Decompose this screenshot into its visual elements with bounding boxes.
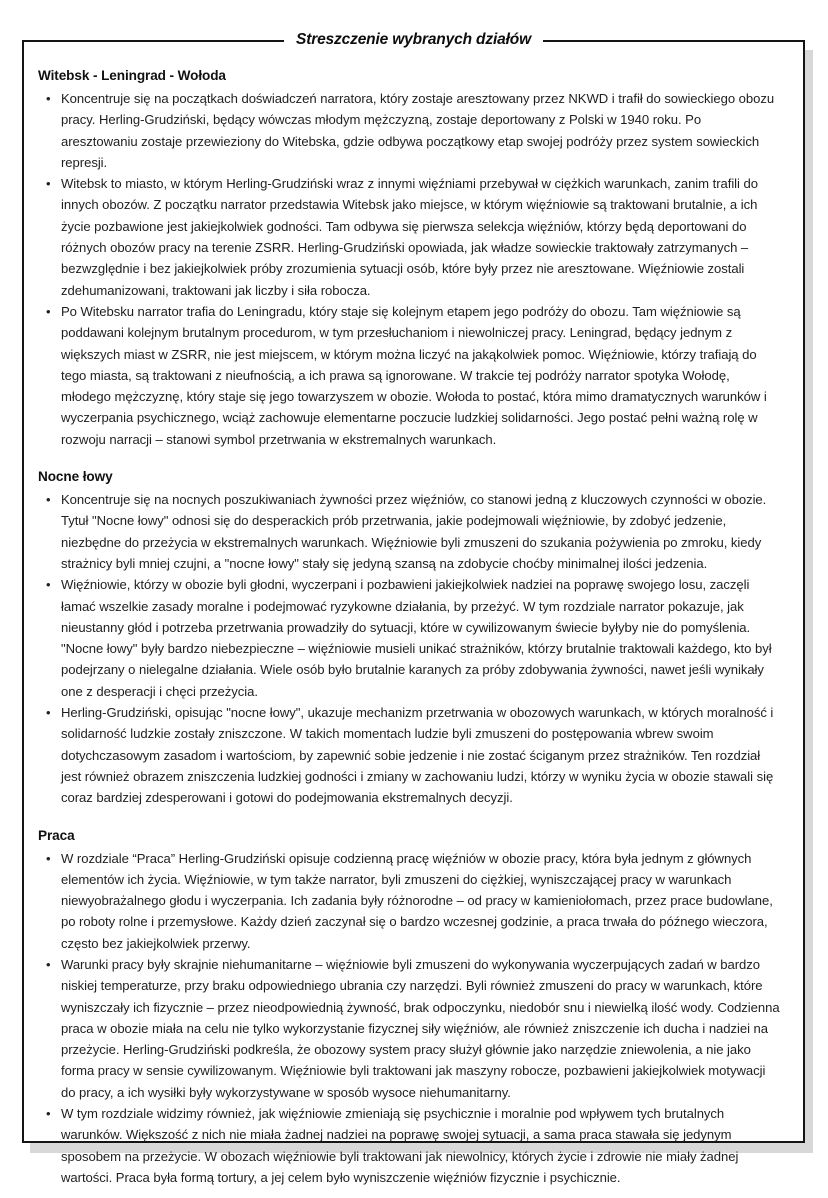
- document-section: [38, 467, 781, 808]
- bullet-item: • Koncentruje się na nocnych poszukiwaniach żywności przez więźniów, co stanowi jedną z kluczowych czynności w obozie. Tytuł "Nocne łowy" odnosi się do desperackich prób przetrwania, jakie podejmowali więźniowie, by zdobyć jedzenie, niezbędne do przeżycia w ekstremalnych warunkach. Więźniowie byli zmuszeni do szukania pożywienia po zmroku, kiedy strażnicy byli mniej czujni, a "nocne łowy" stały się jedyną szansą na zdobycie choćby minimalnej ilości jedzenia.: [38, 489, 781, 574]
- bullet-item: • W rozdziale “Praca” Herling-Grudziński opisuje codzienną pracę więźniów w obozie pracy, która była jednym z głównych elementów ich życia. Więźniowie, w tym także narrator, byli zmuszeni do ciężkiej, wyniszczającej pracy w warunkach niewyobrażalnego głodu i wyczerpania. Ich zadania były różnorodne – od pracy w kamieniołomach, przez prace budowlane, po roboty rolne i przemysłowe. Każdy dzień zaczynał się o bardzo wczesnej godzinie, a praca trwała do późnego wieczora, często bez jakiejkolwiek przerwy.: [38, 848, 781, 954]
- bullet-item: • W tym rozdziale widzimy również, jak więźniowie zmieniają się psychicznie i moralnie pod wpływem tych brutalnych warunków. Większość z nich nie miała żadnej nadziei na poprawę swojej sytuacji, a sama praca stawała się jedynym sposobem na przeżycie. W obozach więźniowie byli traktowani jak niewolnicy, których życie i zdrowie nie miały żadnej wartości. Praca była formą tortury, a jej celem było wyniszczenie więźniów fizycznie i psychicznie.: [38, 1103, 781, 1188]
- section-heading: Nocne łowy: [38, 469, 113, 485]
- section-heading: Praca: [38, 827, 75, 843]
- document-body: [24, 42, 807, 1198]
- bullet-list: [38, 848, 781, 1189]
- bullet-item: • Po Witebsku narrator trafia do Leningradu, który staje się kolejnym etapem jego podróży do obozu. Tam więźniowie są poddawani kolejnym brutalnym procedurom, w tym przesłuchaniom i niewolniczej pracy. Leningrad, będący jednym z większych miast w ZSRR, nie jest miejscem, w którym można liczyć na jakąkolwiek pomoc. Więźniowie, którzy trafiają do tego miasta, są traktowani z nieufnością, a ich prawa są ignorowane. W trakcie tej podróży narrator spotyka Wołodę, młodego mężczyznę, który staje się jego towarzyszem w obozie. Wołoda to postać, która mimo dramatycznych warunków i wyczerpania psychicznego, wciąż zachowuje elementarne poczucie ludzkiej solidarności. Jego postać pełni ważną rolę w rozwoju narracji – stanowi symbol przetrwania w ekstremalnych warunkach.: [38, 301, 781, 450]
- bullet-list: [38, 88, 781, 450]
- document-section: [38, 66, 781, 450]
- bullet-item: • Koncentruje się na początkach doświadczeń narratora, który zostaje aresztowany przez NKWD i trafił do sowieckiego obozu pracy. Herling-Grudziński, będący wówczas młodym mężczyzną, zostaje deportowany z Polski w 1940 roku. Po aresztowaniu zostaje przewieziony do Witebska, gdzie odbywa początkowy etap swojej podróży przez system sowieckich represji.: [38, 88, 781, 173]
- bullet-item: • Witebsk to miasto, w którym Herling-Grudziński wraz z innymi więźniami przebywał w ciężkich warunkach, zanim trafili do innych obozów. Z początku narrator przedstawia Witebsk jako miejsce, w którym więźniowie są traktowani brutalnie, a ich życie pozbawione jest jakiejkolwiek godności. Tam odbywa się pierwsza selekcja więźniów, którzy będą deportowani do różnych obozów pracy na terenie ZSRR. Herling-Grudziński opowiada, jak władze sowieckie traktowały zatrzymanych – bezwzględnie i bez jakiejkolwiek próby zrozumienia sytuacji osób, które były przez nie aresztowane. Więźniowie zostali zdehumanizowani, traktowani jak liczby i siła robocza.: [38, 173, 781, 301]
- content-frame: [22, 40, 805, 1185]
- document-section: [38, 826, 781, 1189]
- page-title: Streszczenie wybranych działów: [296, 31, 531, 48]
- bullet-item: • Więźniowie, którzy w obozie byli głodni, wyczerpani i pozbawieni jakiejkolwiek nadziei na poprawę swojego losu, zaczęli łamać wszelkie zasady moralne i podejmować ryzykowne działania, by przeżyć. W tym rozdziale narrator pokazuje, jak nieustanny głód i potrzeba przetrwania prowadziły do sytuacji, które w cywilizowanym świecie byłyby nie do pomyślenia. "Nocne łowy" były bardzo niebezpieczne – więźniowie musieli unikać strażników, którzy brutalnie traktowali każdego, kto był podejrzany o nielegalne działania. Wiele osób było brutalnie karanych za próby zdobywania żywności, nawet jeśli wynikały one z desperacji i chęci przeżycia.: [38, 574, 781, 702]
- section-heading: Witebsk - Leningrad - Wołoda: [38, 68, 226, 83]
- bullet-item: • Warunki pracy były skrajnie niehumanitarne – więźniowie byli zmuszeni do wykonywania wyczerpujących zadań w bardzo niskiej temperaturze, przy braku odpowiedniego ubrania czy narzędzi. Byli również zmuszeni do pracy w warunkach, które wyniszczały ich fizycznie – przez nieodpowiednią żywność, brak odpoczynku, niedobór snu i niewielką ilość wody. Codzienna praca w obozie miała na celu nie tylko wykorzystanie fizycznej siły więźniów, ale również zniszczenie ich ducha i nadziei na przeżycie. Herling-Grudziński podkreśla, że obozowy system pracy służył głównie jako narzędzie zniewolenia, a nie jako forma pracy w sensie cywilizowanym. Więźniowie byli traktowani jak maszyny robocze, pozbawieni jakiejkolwiek motywacji do pracy, a ich wysiłki były wykorzystywane w sposób wysoce niehumanitarny.: [38, 954, 781, 1103]
- bullet-item: • Herling-Grudziński, opisując "nocne łowy", ukazuje mechanizm przetrwania w obozowych warunkach, w których moralność i solidarność ludzkie zostały zniszczone. W takich momentach ludzie byli zmuszeni do postępowania wbrew swoim dotychczasowym zasadom i wartościom, by zapewnić sobie jedzenie i nie zostać ściganym przez strażników. Ten rozdział jest również obrazem zniszczenia ludzkiej godności i zmiany w zachowaniu ludzi, którzy w wyniku życia w obozie stawali się coraz bardziej zdesperowani i gotowi do podejmowania ekstremalnych decyzji.: [38, 702, 781, 808]
- bullet-list: [38, 489, 781, 808]
